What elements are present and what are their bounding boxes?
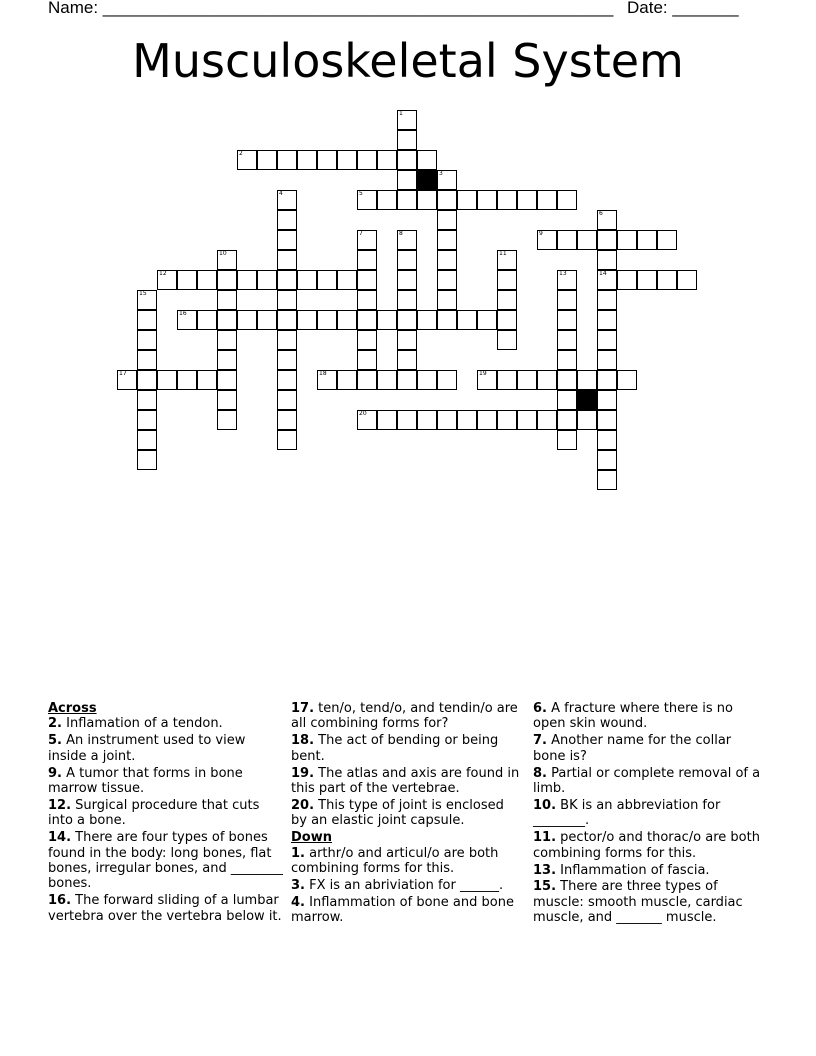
grid-cell[interactable] (397, 410, 417, 430)
grid-cell[interactable] (597, 310, 617, 330)
clue-down-10: 10. BK is an abbreviation for ________. (533, 797, 721, 829)
grid-cell[interactable] (137, 390, 157, 410)
grid-cell[interactable] (557, 310, 577, 330)
grid-cell[interactable] (557, 190, 577, 210)
grid-cell[interactable] (417, 370, 437, 390)
clue-across-19: 19. The atlas and axis are found in this part of the vertebrae. (291, 765, 520, 797)
grid-cell[interactable] (277, 430, 297, 450)
grid-cell[interactable] (397, 350, 417, 370)
grid-cell[interactable] (137, 410, 157, 430)
grid-cell[interactable] (537, 190, 557, 210)
grid-clue-number: 17 (119, 370, 127, 377)
grid-clue-number: 2 (239, 150, 243, 157)
grid-cell[interactable] (497, 310, 517, 330)
grid-cell[interactable] (477, 190, 497, 210)
grid-cell[interactable] (517, 370, 537, 390)
grid-cell[interactable] (397, 250, 417, 270)
grid-cell[interactable] (277, 310, 297, 330)
clue-down-4: 4. Inflammation of bone and bone marrow. (291, 894, 514, 926)
grid-cell[interactable] (277, 190, 297, 210)
grid-cell[interactable] (357, 350, 377, 370)
grid-cell[interactable] (277, 270, 297, 290)
clue-across-12: 12. Surgical procedure that cuts into a bone. (48, 797, 260, 829)
grid-cell[interactable] (397, 190, 417, 210)
grid-cell[interactable] (437, 270, 457, 290)
grid-cell[interactable] (317, 150, 337, 170)
grid-cell[interactable] (177, 370, 197, 390)
grid-cell[interactable] (217, 410, 237, 430)
grid-cell[interactable] (277, 250, 297, 270)
grid-clue-number: 3 (439, 170, 443, 177)
grid-cell[interactable] (597, 350, 617, 370)
grid-cell[interactable] (177, 310, 197, 330)
grid-cell[interactable] (437, 190, 457, 210)
grid-cell[interactable] (317, 270, 337, 290)
clue-down-11: 11. pector/o and thorac/o are both combining forms for this. (533, 830, 760, 861)
grid-cell[interactable] (377, 310, 397, 330)
grid-cell[interactable] (277, 230, 297, 250)
grid-cell[interactable] (337, 150, 357, 170)
grid-clue-number: 13 (559, 270, 567, 277)
grid-cell[interactable] (237, 150, 257, 170)
grid-cell[interactable] (657, 230, 677, 250)
grid-clue-number: 6 (599, 210, 603, 217)
grid-clue-number: 19 (479, 370, 487, 377)
grid-cell[interactable] (557, 330, 577, 350)
grid-cell[interactable] (617, 230, 637, 250)
clue-across-18: 18. The act of bending or being bent. (291, 733, 499, 764)
grid-cell[interactable] (397, 130, 417, 150)
grid-cell[interactable] (337, 310, 357, 330)
grid-cell[interactable] (217, 390, 237, 410)
grid-cell[interactable] (437, 370, 457, 390)
grid-cell[interactable] (377, 150, 397, 170)
grid-cell[interactable] (137, 430, 157, 450)
grid-cell[interactable] (317, 310, 337, 330)
grid-cell[interactable] (217, 350, 237, 370)
grid-cell[interactable] (137, 290, 157, 310)
grid-cell[interactable] (157, 270, 177, 290)
grid-cell[interactable] (557, 270, 577, 290)
grid-cell[interactable] (577, 410, 597, 430)
clue-down-15: 15. There are three types of muscle: smooth muscle, cardiac muscle, and _______ muscle. (533, 879, 743, 926)
grid-cell[interactable] (557, 410, 577, 430)
grid-clue-number: 8 (399, 230, 403, 237)
grid-clue-number: 5 (359, 190, 363, 197)
grid-cell[interactable] (437, 210, 457, 230)
grid-cell[interactable] (397, 330, 417, 350)
grid-cell[interactable] (217, 270, 237, 290)
clue-column-1 (48, 701, 284, 926)
grid-cell[interactable] (217, 290, 237, 310)
grid-cell[interactable] (217, 310, 237, 330)
grid-cell[interactable] (597, 270, 617, 290)
grid-clue-number: 20 (359, 410, 367, 417)
crossword-grid (0, 0, 816, 520)
grid-cell[interactable] (437, 410, 457, 430)
date-field-line: Date: _______ (627, 0, 739, 17)
grid-cell[interactable] (377, 410, 397, 430)
grid-cell[interactable] (637, 270, 657, 290)
clue-across-5: 5. An instrument used to view inside a joint. (48, 733, 246, 764)
clue-across-9: 9. A tumor that forms in bone marrow tissue. (48, 765, 243, 797)
clue-down-8: 8. Partial or complete removal of a limb. (533, 765, 761, 797)
grid-cell[interactable] (357, 270, 377, 290)
grid-cell[interactable] (357, 330, 377, 350)
grid-cell[interactable] (437, 250, 457, 270)
clue-across-17: 17. ten/o, tend/o, and tendin/o are all combining forms for? (291, 701, 518, 732)
name-field-line: Name: ______________________________________________________ (48, 0, 614, 17)
grid-cell[interactable] (297, 310, 317, 330)
grid-cell[interactable] (397, 290, 417, 310)
grid-clue-number: 15 (139, 290, 147, 297)
grid-cell[interactable] (597, 410, 617, 430)
grid-cell[interactable] (137, 350, 157, 370)
grid-cell[interactable] (557, 430, 577, 450)
grid-cell[interactable] (437, 230, 457, 250)
grid-cell[interactable] (397, 150, 417, 170)
grid-cell[interactable] (417, 190, 437, 210)
grid-cell[interactable] (557, 390, 577, 410)
down-heading: Down (291, 830, 332, 846)
grid-clue-number: 1 (399, 110, 403, 117)
clue-down-3: 3. FX is an abriviation for ______. (291, 877, 504, 893)
grid-clue-number: 11 (499, 250, 507, 257)
grid-cell[interactable] (517, 190, 537, 210)
grid-cell[interactable] (557, 370, 577, 390)
grid-cell[interactable] (497, 290, 517, 310)
grid-cell[interactable] (397, 310, 417, 330)
grid-cell[interactable] (277, 370, 297, 390)
clue-across-14: 14. There are four types of bones found in the body: long bones, flat bones, irregular bones, and ________ bones. (48, 830, 283, 892)
grid-cell[interactable] (157, 370, 177, 390)
grid-cell[interactable] (497, 410, 517, 430)
grid-cell[interactable] (257, 270, 277, 290)
grid-cell[interactable] (577, 370, 597, 390)
grid-cell[interactable] (557, 290, 577, 310)
clue-down-1: 1. arthr/o and articul/o are both combining forms for this. (291, 845, 499, 877)
grid-cell[interactable] (357, 290, 377, 310)
grid-cell[interactable] (177, 270, 197, 290)
grid-cell[interactable] (277, 150, 297, 170)
clue-across-2: 2. Inflamation of a tendon. (48, 716, 223, 732)
grid-clue-number: 7 (359, 230, 363, 237)
grid-cell[interactable] (417, 150, 437, 170)
grid-cell[interactable] (297, 270, 317, 290)
clue-down-7: 7. Another name for the collar bone is? (533, 733, 732, 764)
grid-cell[interactable] (557, 350, 577, 370)
grid-cell[interactable] (597, 330, 617, 350)
grid-cell[interactable] (517, 410, 537, 430)
grid-cell[interactable] (397, 110, 417, 130)
clue-across-20: 20. This type of joint is enclosed by an elastic joint capsule. (291, 797, 504, 829)
grid-cell[interactable] (437, 170, 457, 190)
grid-cell[interactable] (217, 330, 237, 350)
grid-cell[interactable] (597, 250, 617, 270)
clue-column-2 (291, 701, 523, 927)
grid-cell[interactable] (417, 410, 437, 430)
grid-cell[interactable] (617, 270, 637, 290)
grid-cell[interactable] (397, 270, 417, 290)
grid-cell[interactable] (477, 370, 497, 390)
grid-cell[interactable] (557, 230, 577, 250)
grid-cell[interactable] (397, 230, 417, 250)
grid-cell[interactable] (197, 310, 217, 330)
grid-cell[interactable] (377, 370, 397, 390)
grid-cell[interactable] (657, 270, 677, 290)
grid-cell[interactable] (457, 310, 477, 330)
grid-cell[interactable] (417, 310, 437, 330)
grid-cell[interactable] (397, 170, 417, 190)
grid-cell[interactable] (477, 310, 497, 330)
grid-clue-number: 14 (599, 270, 607, 277)
grid-cell[interactable] (437, 290, 457, 310)
grid-cell[interactable] (277, 410, 297, 430)
grid-cell[interactable] (357, 230, 377, 250)
grid-cell[interactable] (317, 370, 337, 390)
clue-column-3 (533, 701, 765, 927)
grid-cell[interactable] (537, 230, 557, 250)
grid-cell[interactable] (357, 410, 377, 430)
grid-cell[interactable] (497, 270, 517, 290)
grid-cell[interactable] (497, 190, 517, 210)
grid-clue-number: 9 (539, 230, 543, 237)
grid-cell[interactable] (237, 310, 257, 330)
grid-cell[interactable] (117, 370, 137, 390)
grid-cell[interactable] (357, 190, 377, 210)
grid-cell[interactable] (617, 370, 637, 390)
grid-cell[interactable] (597, 290, 617, 310)
clue-down-13: 13. Inflammation of fascia. (533, 862, 710, 878)
grid-cell[interactable] (277, 290, 297, 310)
grid-cell[interactable] (357, 310, 377, 330)
grid-cell[interactable] (277, 390, 297, 410)
grid-cell[interactable] (597, 370, 617, 390)
grid-cell[interactable] (277, 210, 297, 230)
grid-cell[interactable] (257, 150, 277, 170)
grid-cell[interactable] (357, 370, 377, 390)
grid-cell[interactable] (597, 210, 617, 230)
grid-cell[interactable] (357, 250, 377, 270)
across-heading: Across (48, 701, 97, 716)
grid-cell[interactable] (217, 250, 237, 270)
grid-cell[interactable] (237, 270, 257, 290)
grid-clue-number: 10 (219, 250, 227, 257)
grid-cell[interactable] (137, 450, 157, 470)
grid-cell[interactable] (477, 410, 497, 430)
grid-cell[interactable] (397, 370, 417, 390)
grid-cell[interactable] (597, 430, 617, 450)
grid-cell[interactable] (137, 370, 157, 390)
grid-clue-number: 4 (279, 190, 283, 197)
grid-cell[interactable] (497, 330, 517, 350)
grid-cell[interactable] (357, 150, 377, 170)
grid-clue-number: 16 (179, 310, 187, 317)
grid-cell[interactable] (597, 390, 617, 410)
grid-cell[interactable] (137, 330, 157, 350)
grid-cell[interactable] (277, 350, 297, 370)
grid-cell[interactable] (457, 410, 477, 430)
grid-cell[interactable] (437, 310, 457, 330)
grid-cell[interactable] (337, 370, 357, 390)
grid-cell[interactable] (537, 370, 557, 390)
grid-cell[interactable] (457, 190, 477, 210)
grid-cell[interactable] (297, 150, 317, 170)
page-title: Musculoskeletal System (132, 34, 684, 88)
grid-cell[interactable] (377, 190, 397, 210)
grid-cell[interactable] (197, 370, 217, 390)
grid-cell[interactable] (277, 330, 297, 350)
grid-black-cell (417, 170, 437, 190)
grid-cell[interactable] (497, 250, 517, 270)
grid-cell[interactable] (137, 310, 157, 330)
grid-cell[interactable] (197, 270, 217, 290)
grid-cell[interactable] (577, 230, 597, 250)
grid-cell[interactable] (597, 470, 617, 490)
grid-cell[interactable] (537, 410, 557, 430)
grid-cell[interactable] (337, 270, 357, 290)
grid-cell[interactable] (257, 310, 277, 330)
clue-down-6: 6. A fracture where there is no open skin wound. (533, 701, 734, 732)
grid-cell[interactable] (637, 230, 657, 250)
grid-clue-number: 12 (159, 270, 167, 277)
clue-across-16: 16. The forward sliding of a lumbar vertebra over the vertebra below it. (48, 893, 282, 924)
grid-cell[interactable] (677, 270, 697, 290)
grid-cell[interactable] (217, 370, 237, 390)
grid-clue-number: 18 (319, 370, 327, 377)
grid-cell[interactable] (497, 370, 517, 390)
grid-black-cell (577, 390, 597, 410)
grid-cell[interactable] (597, 450, 617, 470)
grid-cell[interactable] (597, 230, 617, 250)
